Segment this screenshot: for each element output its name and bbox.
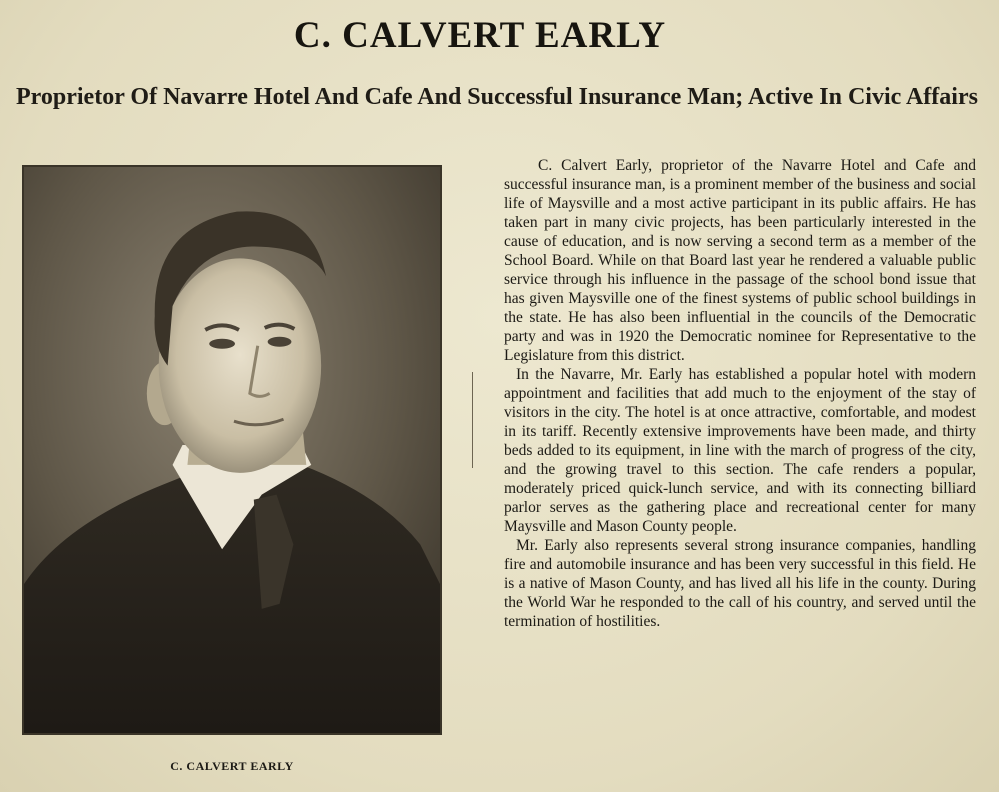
article-paragraph: Mr. Early also represents several strong insurance companies, handling fire and automobile insurance and has been very successful in this field. He is a native of Mason County, and has lived all his life in the county. During the World War he responded to the call of his country, and served until the termination of hostilities. <box>504 537 976 630</box>
article-body <box>504 156 976 631</box>
article-title: C. CALVERT EARLY <box>293 15 667 56</box>
photo-caption: C. CALVERT EARLY <box>170 759 294 773</box>
portrait-photo <box>22 165 442 735</box>
article-paragraph: In the Navarre, Mr. Early has established a popular hotel with modern appointment and facilities that add much to the enjoyment of the stay of visitors in the city. The hotel is at once attractive, comfortable, and modest in its tariff. Recently extensive improvements have been made, and thirty beds added to its equipment, in line with the march of progress of the city, and the growing travel to this section. The cafe renders a popular, moderately priced quick-lunch service, and with its connecting billiard parlor serves as the gathering place and recreational center for many Maysville and Mason County people. <box>504 366 976 535</box>
column-divider <box>472 372 473 468</box>
article-paragraph: C. Calvert Early, proprietor of the Navarre Hotel and Cafe and successful insurance man, is a prominent member of the business and social life of Maysville and a most active participant in its public affairs. He has taken part in many civic projects, has been particularly interested in the cause of education, and is now serving a second term as a member of the School Board. While on that Board last year he rendered a valuable public service through his influence in the passage of the school bond issue that has given Maysville one of the finest systems of public school buildings in the state. He has also been influential in the councils of the Democratic party and was in 1920 the Democratic nominee for Representative to the Legislature from this district. <box>504 157 976 364</box>
portrait-illustration <box>24 167 440 733</box>
article-subtitle: Proprietor Of Navarre Hotel And Cafe And Successful Insurance Man; Active In Civic Affairs <box>16 84 978 110</box>
